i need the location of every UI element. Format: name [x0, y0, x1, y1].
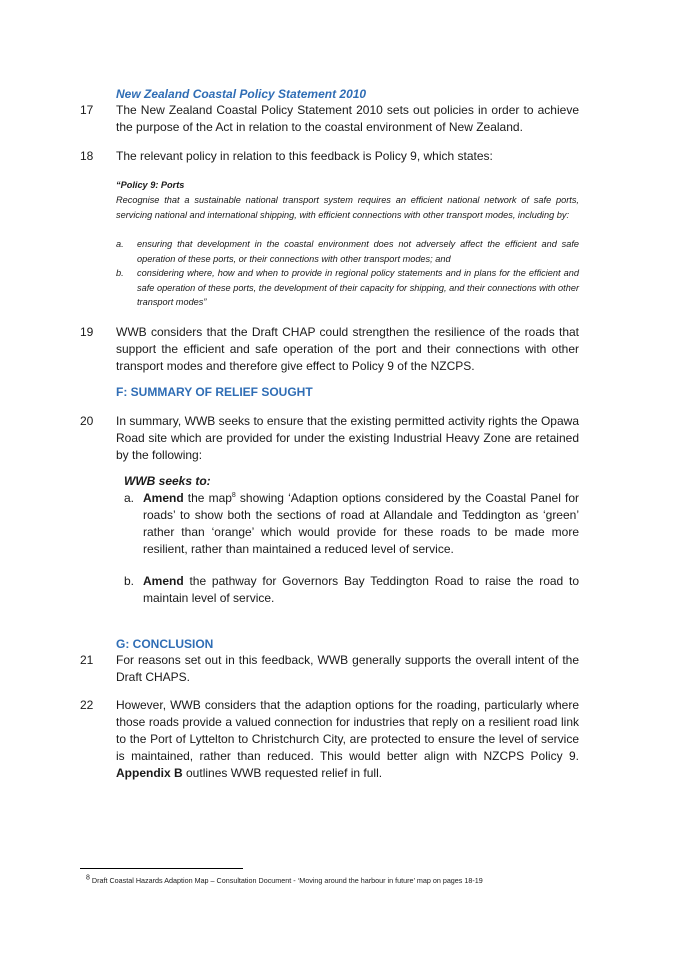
paragraph-number-20: 20: [80, 414, 94, 428]
relief-item-b-verb: Amend: [143, 574, 184, 588]
paragraph-22: However, WWB considers that the adaption options for the roading, particularly where those roads provide a valued connection for industries that reply on a resilient road link to the Port of Lyttelton to Christchurch City, are protected to ensure the level of service is maintained, rather than reduced. This would better align with NZCPS Policy 9. Appendix B outlines WWB requested relief in full.: [116, 698, 579, 780]
paragraph-17: The New Zealand Coastal Policy Statement 2010 sets out policies in order to achieve the purpose of the Act in relation to the coastal environment of New Zealand.: [116, 103, 579, 134]
quote-item-b: considering where, how and when to provide in regional policy statements and in plans for the efficient and safe operation of these ports, the development of their capacity for shipping, and their connections with other transport modes”: [137, 268, 579, 308]
quote-title: [116, 178, 184, 193]
relief-item-b: Amend the pathway for Governors Bay Teddington Road to raise the road to maintain level of service.: [143, 574, 579, 605]
quote-intro: Recognise that a sustainable national transport system requires an efficient national network of safe ports, servicing national and international shipping, with efficient connections with other transport modes, including by:: [116, 195, 579, 220]
relief-item-a: Amend the map$^8$ showing ‘Adaption options considered by the Coastal Panel for roads’ to show both the sections of road at Allandale and Teddington as ‘green’ rather than ‘orange’ which would provide for these roads to be made more resilient, rather than maintained a reduced level of service.: [143, 491, 579, 556]
relief-item-label-a: a.: [124, 491, 135, 505]
paragraph-number-18: 18: [80, 149, 94, 163]
footnote-text: Draft Coastal Hazards Adaption Map – Consultation Document - ‘Moving around the harbour in future’ map on pages 18-19: [89, 876, 483, 885]
footnote-reference: 8: [231, 492, 236, 499]
appendix-reference: Appendix B: [116, 766, 183, 780]
footnote-separator: [80, 868, 243, 869]
quote-item-label-b: b.: [116, 268, 124, 278]
footnote-marker: 8: [86, 874, 90, 882]
paragraph-21: For reasons set out in this feedback, WWB generally supports the overall intent of the Draft CHAPS.: [116, 653, 579, 684]
relief-item-label-b: b.: [124, 574, 135, 588]
relief-heading: WWB seeks to:: [124, 474, 211, 488]
section-heading-nzcps: New Zealand Coastal Policy Statement 2010: [116, 87, 367, 101]
paragraph-number-17: 17: [80, 103, 94, 117]
paragraph-20: In summary, WWB seeks to ensure that the existing permitted activity rights the Opawa Road site which are provided for under the existing Industrial Heavy Zone are retained by the following:: [116, 414, 579, 462]
footnote: [86, 876, 483, 886]
quote-item-label-a: a.: [116, 239, 124, 249]
quote-item-a: ensuring that development in the coastal environment does not adversely affect the efficient and safe operation of these ports, or their connections with other transport modes; and: [137, 239, 579, 264]
section-heading-relief: F: SUMMARY OF RELIEF SOUGHT: [116, 385, 313, 399]
section-heading-conclusion: G: CONCLUSION: [116, 637, 214, 651]
quote-policy-title: Policy 9: Ports: [120, 180, 185, 190]
paragraph-19: WWB considers that the Draft CHAP could strengthen the resilience of the roads that support the efficient and safe operation of the port and their connections with other transport modes and therefore give effect to Policy 9 of the NZCPS.: [116, 325, 579, 373]
relief-item-a-verb: Amend: [143, 491, 184, 505]
quote-open-mark: “: [116, 180, 121, 190]
paragraph-18: The relevant policy in relation to this feedback is Policy 9, which states:: [116, 149, 493, 163]
paragraph-number-21: 21: [80, 653, 94, 667]
paragraph-number-22: 22: [80, 698, 94, 712]
paragraph-number-19: 19: [80, 325, 94, 339]
